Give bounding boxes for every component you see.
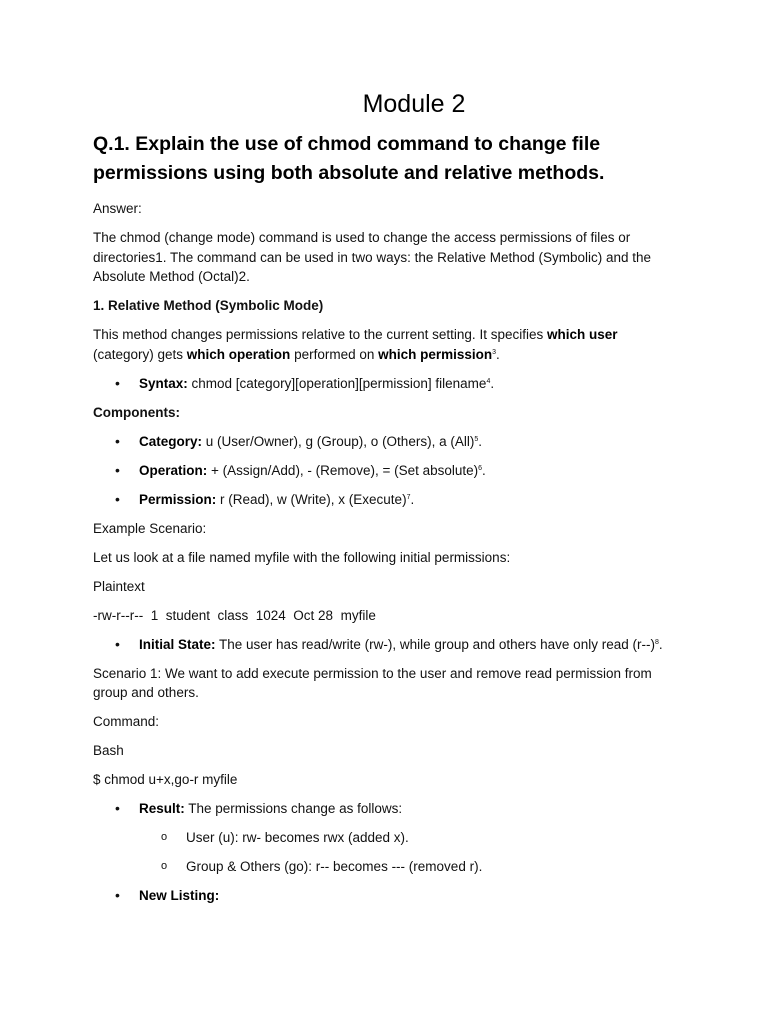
- section1-text-1: This method changes permissions relative to the current setting. It specifies: [93, 327, 547, 342]
- initial-state-label: Initial State:: [139, 636, 216, 652]
- new-listing-label: New Listing:: [139, 888, 220, 903]
- list-item: [93, 432, 663, 452]
- section1-heading: 1. Relative Method (Symbolic Mode): [93, 298, 324, 313]
- syntax-list: [93, 374, 663, 394]
- intro-paragraph: The chmod (change mode) command is used to change the access permissions of files or directories1. The command can be used in two ways: the Relative Method (Symbolic) and the Absolute Method (Octal)2.: [93, 230, 652, 284]
- sub-list-item: o Group & Others (go): r-- becomes --- (removed r).: [139, 857, 663, 877]
- example-scenario-label: Example Scenario:: [93, 520, 207, 536]
- list-item: [93, 799, 663, 877]
- section1-bold-2: which operation: [186, 346, 291, 362]
- list-item: [93, 886, 663, 906]
- section1-bold-1: which user: [546, 327, 618, 342]
- bash-label: Bash: [93, 743, 124, 758]
- footnote-ref: 5: [474, 435, 479, 443]
- component-label: Operation:: [139, 462, 208, 478]
- footnote-ref: 3: [492, 348, 497, 356]
- command-label: Command:: [93, 714, 160, 729]
- listing-line: -rw-r--r-- 1 student class 1024 Oct 28 myfile: [93, 607, 376, 623]
- sub-list-item: o User (u): rw- becomes rwx (added x).: [139, 828, 663, 848]
- result-text: The permissions change as follows:: [184, 801, 403, 816]
- component-label: Permission:: [139, 491, 217, 507]
- section1-bold-3: which permission: [378, 346, 493, 362]
- component-label: Category:: [139, 433, 203, 449]
- question-heading: Q.1. Explain the use of chmod command to change file permissions using both absolute and relative methods.: [93, 133, 605, 184]
- command-line: $ chmod u+x,go-r myfile: [93, 772, 238, 787]
- list-item: [93, 461, 663, 481]
- section1-text-2: (category) gets: [93, 346, 187, 362]
- components-list: [93, 432, 663, 510]
- footnote-ref: 6: [478, 464, 483, 472]
- footnote-ref: 8: [654, 638, 659, 646]
- plaintext-label: Plaintext: [93, 578, 145, 594]
- components-heading: Components:: [93, 404, 180, 420]
- section1-text-3: performed on: [290, 346, 379, 362]
- example-intro: Let us look at a file named myfile with the following initial permissions:: [93, 549, 511, 565]
- module-title: Module 2: [362, 90, 466, 118]
- answer-label: Answer:: [93, 201, 142, 216]
- component-end: .: [410, 491, 415, 507]
- component-end: .: [478, 433, 482, 449]
- result-list: [93, 799, 663, 906]
- syntax-label: Syntax:: [139, 375, 188, 391]
- result-sublist: [139, 828, 663, 877]
- initial-state-end: .: [658, 636, 663, 652]
- syntax-end: .: [490, 375, 495, 391]
- section1-paragraph: [93, 325, 663, 364]
- initial-state-text: The user has read/write (rw-), while group and others have only read (r--): [215, 636, 655, 652]
- list-item: [93, 374, 663, 394]
- component-end: .: [482, 462, 486, 478]
- scenario1-paragraph: Scenario 1: We want to add execute permission to the user and remove read permission from group and others.: [93, 665, 652, 700]
- footnote-ref: 4: [486, 377, 491, 385]
- result-label: Result:: [139, 801, 185, 816]
- syntax-text: chmod [category][operation][permission] filename: [187, 375, 487, 391]
- list-item: [93, 490, 663, 510]
- component-text: u (User/Owner), g (Group), o (Others), a (All): [202, 433, 475, 449]
- component-text: r (Read), w (Write), x (Execute): [216, 491, 407, 507]
- footnote-ref: 7: [406, 493, 411, 501]
- section1-text-4: .: [496, 346, 500, 362]
- document-content: [93, 88, 663, 915]
- component-text: + (Assign/Add), - (Remove), = (Set absolute): [207, 462, 479, 478]
- initial-state-list: [93, 635, 663, 655]
- list-item: [93, 635, 663, 655]
